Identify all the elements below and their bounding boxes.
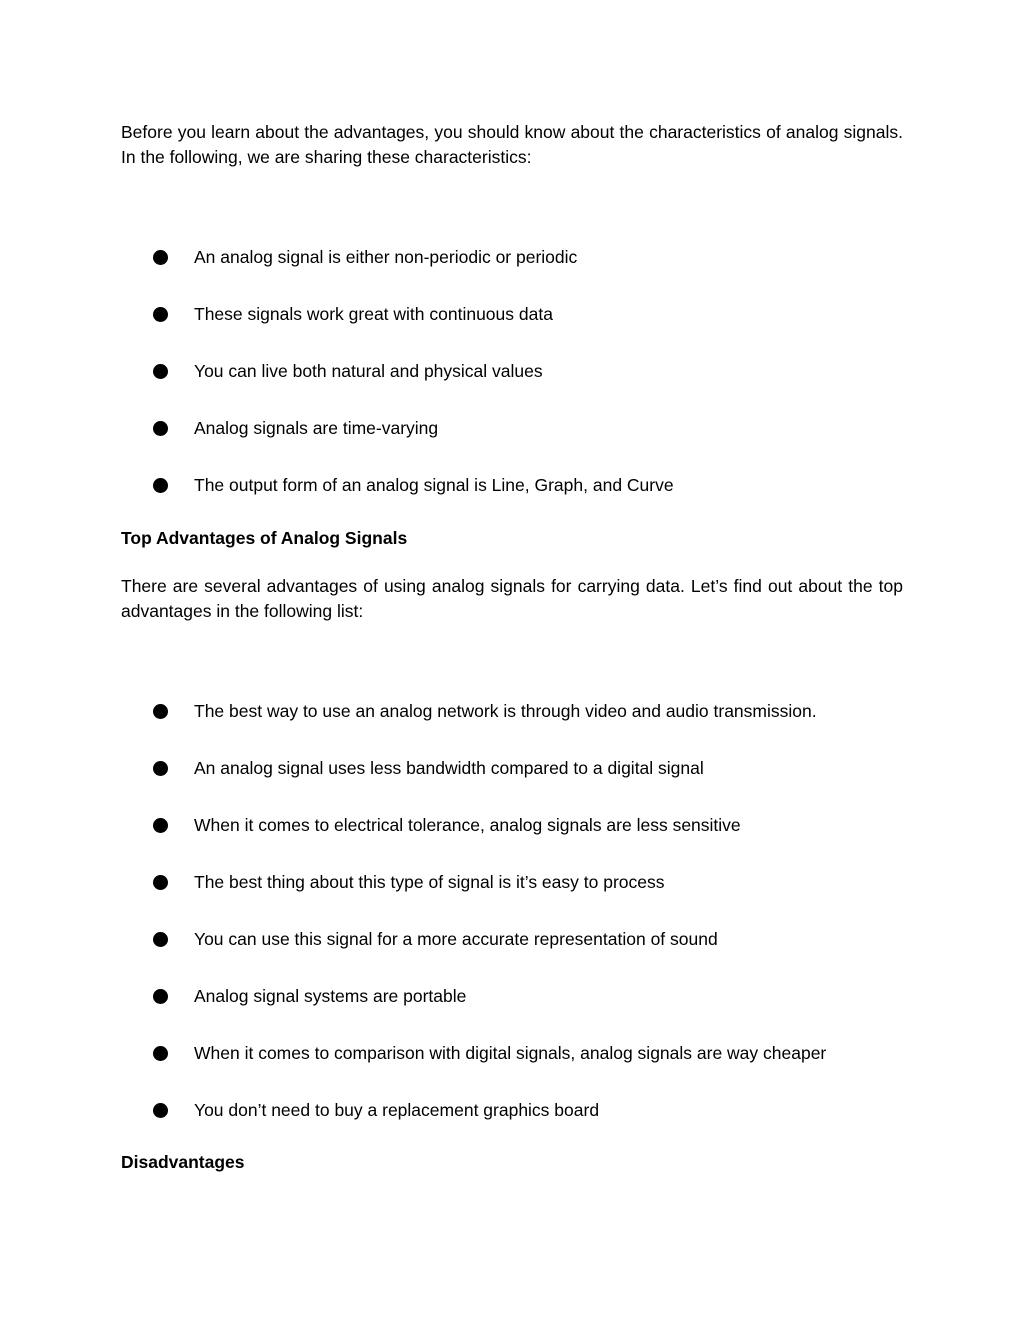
bullet-icon xyxy=(153,989,168,1004)
bullet-icon xyxy=(153,704,168,719)
list-item xyxy=(121,984,903,1041)
list-item xyxy=(121,245,903,302)
list-item xyxy=(121,416,903,473)
advantages-heading: Top Advantages of Analog Signals xyxy=(121,528,408,548)
list-item-text: These signals work great with continuous data xyxy=(194,304,553,324)
bullet-icon xyxy=(153,364,168,379)
list-item-text: You can live both natural and physical values xyxy=(194,361,543,381)
list-item xyxy=(121,302,903,359)
intro-paragraph: Before you learn about the advantages, you should know about the characteristics of analog signals. In the following, we are sharing these characteristics: xyxy=(121,122,903,167)
list-item-text: An analog signal uses less bandwidth compared to a digital signal xyxy=(194,758,704,778)
list-item xyxy=(121,927,903,984)
bullet-icon xyxy=(153,932,168,947)
list-item-text: The best way to use an analog network is through video and audio transmission. xyxy=(194,701,817,721)
bullet-icon xyxy=(153,250,168,265)
list-item-text: When it comes to comparison with digital signals, analog signals are way cheaper xyxy=(194,1043,827,1063)
list-item-text: Analog signal systems are portable xyxy=(194,986,467,1006)
bullet-icon xyxy=(153,1103,168,1118)
list-item-text: When it comes to electrical tolerance, analog signals are less sensitive xyxy=(194,815,741,835)
list-item-text: The best thing about this type of signal is it’s easy to process xyxy=(194,872,665,892)
bullet-icon xyxy=(153,818,168,833)
bullet-icon xyxy=(153,478,168,493)
list-item-text: You don’t need to buy a replacement graphics board xyxy=(194,1100,600,1120)
list-item xyxy=(121,473,903,530)
list-item xyxy=(121,359,903,416)
bullet-icon xyxy=(153,1046,168,1061)
list-item-text: An analog signal is either non-periodic or periodic xyxy=(194,247,578,267)
list-item xyxy=(121,813,903,870)
list-item xyxy=(121,870,903,927)
list-item xyxy=(121,756,903,813)
bullet-icon xyxy=(153,307,168,322)
list-item xyxy=(121,1041,903,1098)
list-item xyxy=(121,1098,903,1155)
list-item-text: You can use this signal for a more accurate representation of sound xyxy=(194,929,718,949)
bullet-icon xyxy=(153,761,168,776)
advantages-list xyxy=(121,699,903,1155)
characteristics-list xyxy=(121,245,903,530)
list-item-text: Analog signals are time-varying xyxy=(194,418,439,438)
list-item xyxy=(121,699,903,756)
disadvantages-heading: Disadvantages xyxy=(121,1152,245,1172)
list-item-text: The output form of an analog signal is Line, Graph, and Curve xyxy=(194,475,674,495)
bullet-icon xyxy=(153,421,168,436)
advantages-intro-paragraph: There are several advantages of using analog signals for carrying data. Let’s find out about the top advantages in the following list: xyxy=(121,576,903,621)
bullet-icon xyxy=(153,875,168,890)
